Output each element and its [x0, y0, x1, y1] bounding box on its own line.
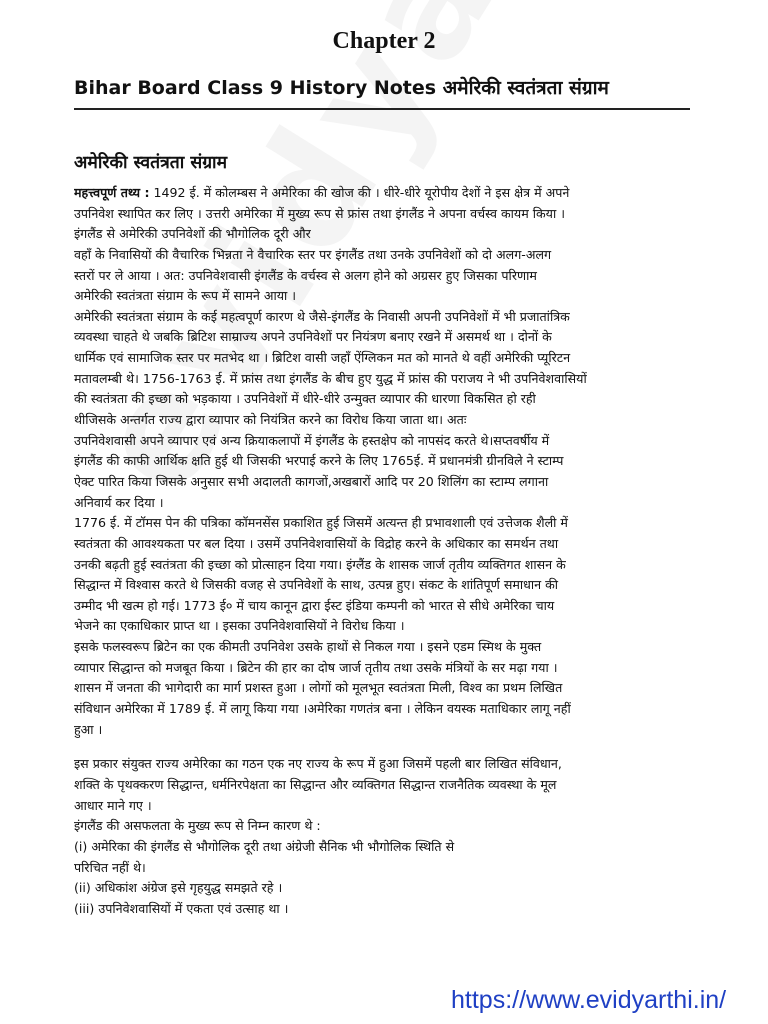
- body-line: धार्मिक एवं सामाजिक स्तर पर मतभेद था । ब्रिटिश वासी जहाँ ऐंग्लिकन मत को मानते थे वहीं अमेरिकी प्यूरिटन: [74, 350, 571, 366]
- body-line: व्यवस्था चाहते थे जबकि ब्रिटिश साम्राज्य अपने उपनिवेशों पर नियंत्रण बनाए रखने में असमर्थ था । दोनों के: [74, 329, 552, 345]
- body-line: वहाँ के निवासियों की वैचारिक भिन्नता ने वैचारिक स्तर पर इंगलैंड तथा उनके उपनिवेशों को दो अलग-अलग: [74, 246, 552, 262]
- body-line: व्यापार सिद्धान्त को मजबूत किया । ब्रिटेन की हार का दोष जार्ज तृतीय तथा उसके मंत्रियों के सर मढ़ा गया ।: [74, 659, 558, 675]
- body-line: थीजिसके अन्तर्गत राज्य द्वारा व्यापार को नियंत्रित करने का विरोध किया जाता था। अतः: [74, 412, 467, 428]
- body-line: [74, 183, 702, 204]
- body-line: हुआ ।: [74, 721, 103, 737]
- section-heading: अमेरिकी स्वतंत्रता संग्राम: [74, 153, 228, 173]
- body-line: इस प्रकार संयुक्त राज्य अमेरिका का गठन एक नए राज्य के रूप में हुआ जिसमें पहली बार लिखित संविधान,: [74, 756, 562, 772]
- page-title: Bihar Board Class 9 History Notes अमेरिकी स्वतंत्रता संग्राम: [74, 77, 609, 99]
- body-text: [74, 183, 702, 919]
- website-link[interactable]: https://www.evidyarthi.in/: [451, 986, 727, 1014]
- body-line: (i) अमेरिका की इंगलैंड से भौगोलिक दूरी तथा अंग्रेजी सैनिक भी भौगोलिक स्थिति से: [74, 838, 455, 854]
- body-line: 1776 ई. में टॉमस पेन की पत्रिका कॉमनसेंस प्रकाशित हुई जिसमें अत्यन्त ही प्रभावशाली एवं उत्तेजक शैली में: [74, 515, 568, 531]
- body-line: अमेरिकी स्वतंत्रता संग्राम के कई महत्वपूर्ण कारण थे जैसे-इंगलैंड के निवासी अपनी उपनिवेशों में भी प्रजातांत्रिक: [74, 308, 570, 324]
- body-line: शक्ति के पृथक्करण सिद्धान्त, धर्मनिरपेक्षता का सिद्धान्त और व्यक्तिगत सिद्धान्त राजनैतिक व्यवस्था के मूल: [74, 776, 557, 792]
- body-line-text: 1492 ई. में कोलम्बस ने अमेरिका की खोज की । धीरे-धीरे यूरोपीय देशों ने इस क्षेत्र में अपने: [149, 185, 570, 200]
- body-line: ऐक्ट पारित किया जिसके अनुसार सभी अदालती कागजों,अखबारों आदि पर 20 शिलिंग का स्टाम्प लगाना: [74, 473, 549, 489]
- body-line: परिचित नहीं थे।: [74, 859, 146, 875]
- paragraph-gap: [74, 740, 702, 754]
- body-line: आधार माने गए ।: [74, 797, 152, 813]
- paragraph-block-1: [74, 204, 702, 741]
- body-line: (ii) अधिकांश अंग्रेज इसे गृहयुद्ध समझते रहे ।: [74, 880, 283, 896]
- body-line: की स्वतंत्रता की इच्छा को भड़काया । उपनिवेशों में धीरे-धीरे उन्मुक्त व्यापार की धारणा विकसित हो रही: [74, 391, 536, 407]
- body-line: स्वतंत्रता की आवश्यकता पर बल दिया । उसमें उपनिवेशवासियों के विद्रोह करने के अधिकार का समर्थन तथा: [74, 535, 559, 551]
- title-underline: [74, 108, 690, 110]
- body-line: उनकी बढ़ती हुई स्वतंत्रता की इच्छा को प्रोत्साहन दिया गया। इंग्लैंड के शासक जार्ज तृतीय व्यक्तिगत शासन के: [74, 556, 566, 572]
- body-line: संविधान अमेरिका में 1789 ई. में लागू किया गया ।अमेरिका गणतंत्र बना । लेकिन वयस्क मताधिकार लागू नहीं: [74, 701, 571, 717]
- body-line: मतावलम्बी थे। 1756-1763 ई. में फ्रांस तथा इंगलैंड के बीच हुए युद्ध में फ्रांस की पराजय ने भी उपनिवेशवासियों: [74, 370, 587, 386]
- paragraph-block-2: [74, 754, 702, 919]
- lead-label: महत्त्वपूर्ण तथ्य :: [74, 185, 150, 200]
- body-line: भेजने का एकाधिकार प्राप्त था । इसका उपनिवेशवासियों ने विरोध किया ।: [74, 618, 405, 634]
- body-line: इंगलैंड से अमेरिकी उपनिवेशों की भौगोलिक दूरी और: [74, 226, 311, 242]
- body-line: उपनिवेशवासी अपने व्यापार एवं अन्य क्रियाकलापों में इंगलैंड के हस्तक्षेप को नापसंद करते थे।सप्तवर्षीय में: [74, 432, 550, 448]
- body-line: सिद्धान्त में विश्वास करते थे जिसकी वजह से उपनिवेशों के साथ, उत्पन्न हुए। संकट के शांतिपूर्ण समाधान की: [74, 577, 559, 593]
- body-line: उम्मीद भी खत्म हो गई। 1773 ई० में चाय कानून द्वारा ईस्ट इंडिया कम्पनी को भारत से सीधे अमेरिका चाय: [74, 597, 555, 613]
- body-line: स्तरों पर ले आया । अत: उपनिवेशवासी इंगलैंड के वर्चस्व से अलग होने को अग्रसर हुए जिसका परिणाम: [74, 267, 537, 283]
- body-line: (iii) उपनिवेशवासियों में एकता एवं उत्साह था ।: [74, 900, 289, 916]
- body-line: इंगलैंड की काफी आर्थिक क्षति हुई थी जिसकी भरपाई करने के लिए 1765ई. में प्रधानमंत्री ग्रीनविले ने स्टाम्प: [74, 453, 564, 469]
- body-line: उपनिवेश स्थापित कर लिए । उत्तरी अमेरिका में मुख्य रूप से फ्रांस तथा इंगलैंड ने अपना वर्चस्व कायम किया ।: [74, 205, 566, 221]
- body-line: इसके फलस्वरूप ब्रिटेन का एक कीमती उपनिवेश उसके हाथों से निकल गया । इसने एडम स्मिथ के मुक्त: [74, 639, 542, 655]
- chapter-label: Chapter 2: [332, 28, 436, 54]
- body-line: अमेरिकी स्वतंत्रता संग्राम के रूप में सामने आया ।: [74, 288, 297, 304]
- body-line: अनिवार्य कर दिया ।: [74, 494, 164, 510]
- body-line: शासन में जनता की भागेदारी का मार्ग प्रशस्त हुआ । लोगों को मूलभूत स्वतंत्रता मिली, विश्व का प्रथम लिखित: [74, 680, 563, 696]
- body-line: इंगलैंड की असफलता के मुख्य रूप से निम्न कारण थे :: [74, 818, 321, 834]
